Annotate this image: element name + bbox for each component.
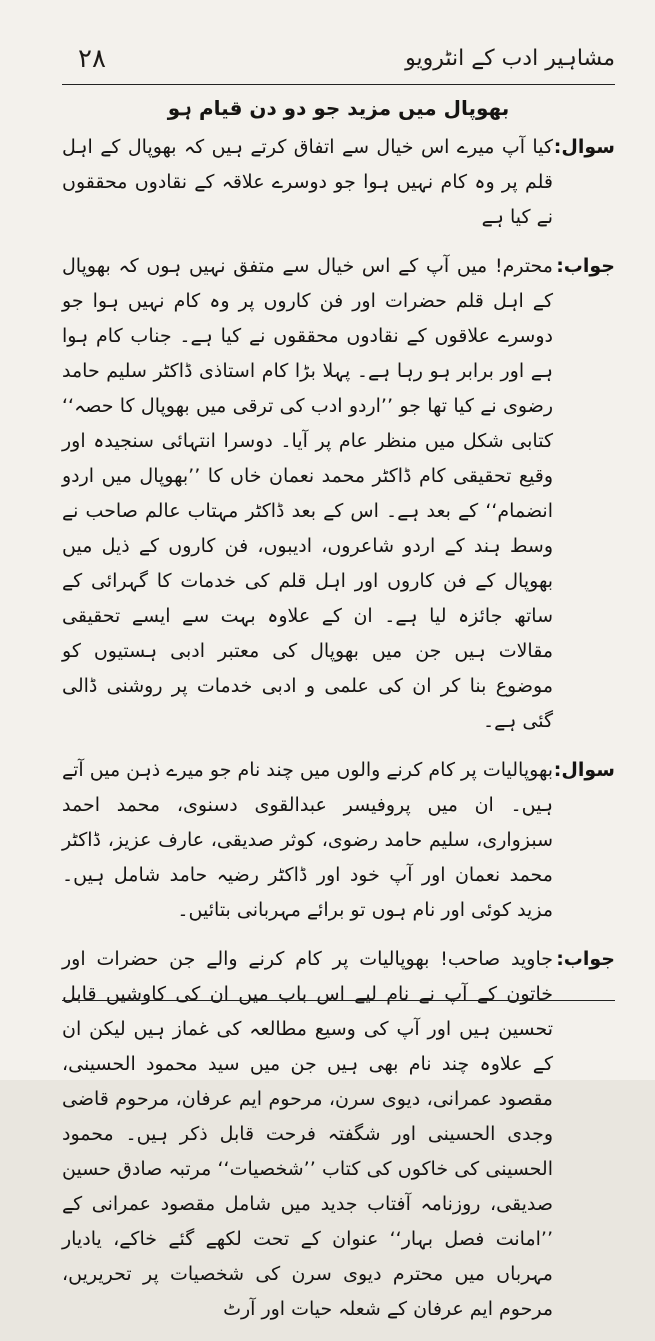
- question-text: کیا آپ میرے اس خیال سے اتفاق کرتے ہیں کہ بھوپال کے اہل قلم پر وہ کام نہیں ہوا جو دوسرے علاقہ کے نقادوں محققوں نے کیا ہے: [62, 136, 553, 228]
- question-block: [62, 753, 615, 928]
- answer-text: جاوید صاحب! بھوپالیات پر کام کرنے والے جن حضرات اور خاتون کے آپ نے نام لیے اس باب میں ان کی کاوشیں قابل تحسین ہیں اور آپ کی وسیع مطالعہ کی غماز ہیں لیکن ان کے علاوہ چند نام بھی ہیں جن میں سید محمود الحسینی، مقصود عمرانی، دیوی سرن، مرحوم ایم عرفان، مرحوم قاضی وجدی الحسینی اور شگفتہ فرحت قابل ذکر ہیں۔ محمود الحسینی کی خاکوں کی کتاب ’’شخصیات‘‘ مرتبہ صادق حسین صدیقی، روزنامہ آفتاب جدید میں شامل مقصود عمرانی کے ’’امانت فصل بہار‘‘ عنوان کے تحت لکھے گئے خاکے، یادیار مہرباں میں محترم دیوی سرن کی شخصیات پر تحریریں، مرحوم ایم عرفان کے شعلہ حیات اور آرٹ: [62, 948, 553, 1320]
- header-rule: [62, 84, 615, 85]
- page-number: ۲۸: [78, 44, 106, 74]
- question-block: [62, 130, 615, 235]
- speaker-label: سوال:: [553, 136, 615, 158]
- section-title: بھوپال میں مزید جو دو دن قیام ہو: [167, 96, 510, 120]
- page-header: [60, 44, 615, 86]
- running-title: مشاہیر ادب کے انٹرویو: [405, 46, 615, 71]
- question-text: بھوپالیات پر کام کرنے والوں میں چند نام جو میرے ذہن میں آتے ہیں۔ ان میں پروفیسر عبدالقوی دسنوی، محمد احمد سبزواری، سلیم حامد رضوی، کوثر صدیقی، عارف عزیز، ڈاکٹر محمد نعمان اور آپ خود اور ڈاکٹر رضیہ حامد شامل ہیں۔ مزید کوئی اور نام ہوں تو برائے مہربانی بتائیں۔: [62, 759, 553, 921]
- answer-text: محترم! میں آپ کے اس خیال سے متفق نہیں ہوں کہ بھوپال کے اہل قلم حضرات اور فن کاروں پر وہ کام نہیں ہوا جو دوسرے علاقوں کے نقادوں محققوں نے کیا ہے۔ جناب کام ہوا ہے اور برابر ہو رہا ہے۔ پہلا بڑا کام استاذی ڈاکٹر سلیم حامد رضوی نے کیا تھا جو ’’اردو ادب کی ترقی میں بھوپال کا حصہ‘‘ کتابی شکل میں منظر عام پر آیا۔ دوسرا انتہائی سنجیدہ اور وقیع تحقیقی کام ڈاکٹر محمد نعمان خاں کا ’’بھوپال میں اردو انضمام‘‘ کے بعد ہے۔ اس کے بعد ڈاکٹر مہتاب عالم صاحب نے وسط ہند کے اردو شاعروں، ادیبوں، فن کاروں کے ذیل میں بھوپال کے فن کاروں اور اہل قلم کی خدمات کا گہرائی کے ساتھ جائزہ لیا ہے۔ ان کے علاوہ بہت سے ایسے تحقیقی مقالات ہیں جن میں بھوپال کی معتبر ادبی ہستیوں کو موضوع بنا کر ان کی علمی و ادبی خدمات پر روشنی ڈالی گئی ہے۔: [62, 255, 553, 732]
- page-content: [62, 96, 615, 1341]
- footer-rule: [62, 1000, 615, 1001]
- speaker-label: جواب:: [556, 255, 615, 277]
- speaker-label: جواب:: [556, 948, 615, 970]
- answer-block: [62, 249, 615, 739]
- speaker-label: سوال:: [553, 759, 615, 781]
